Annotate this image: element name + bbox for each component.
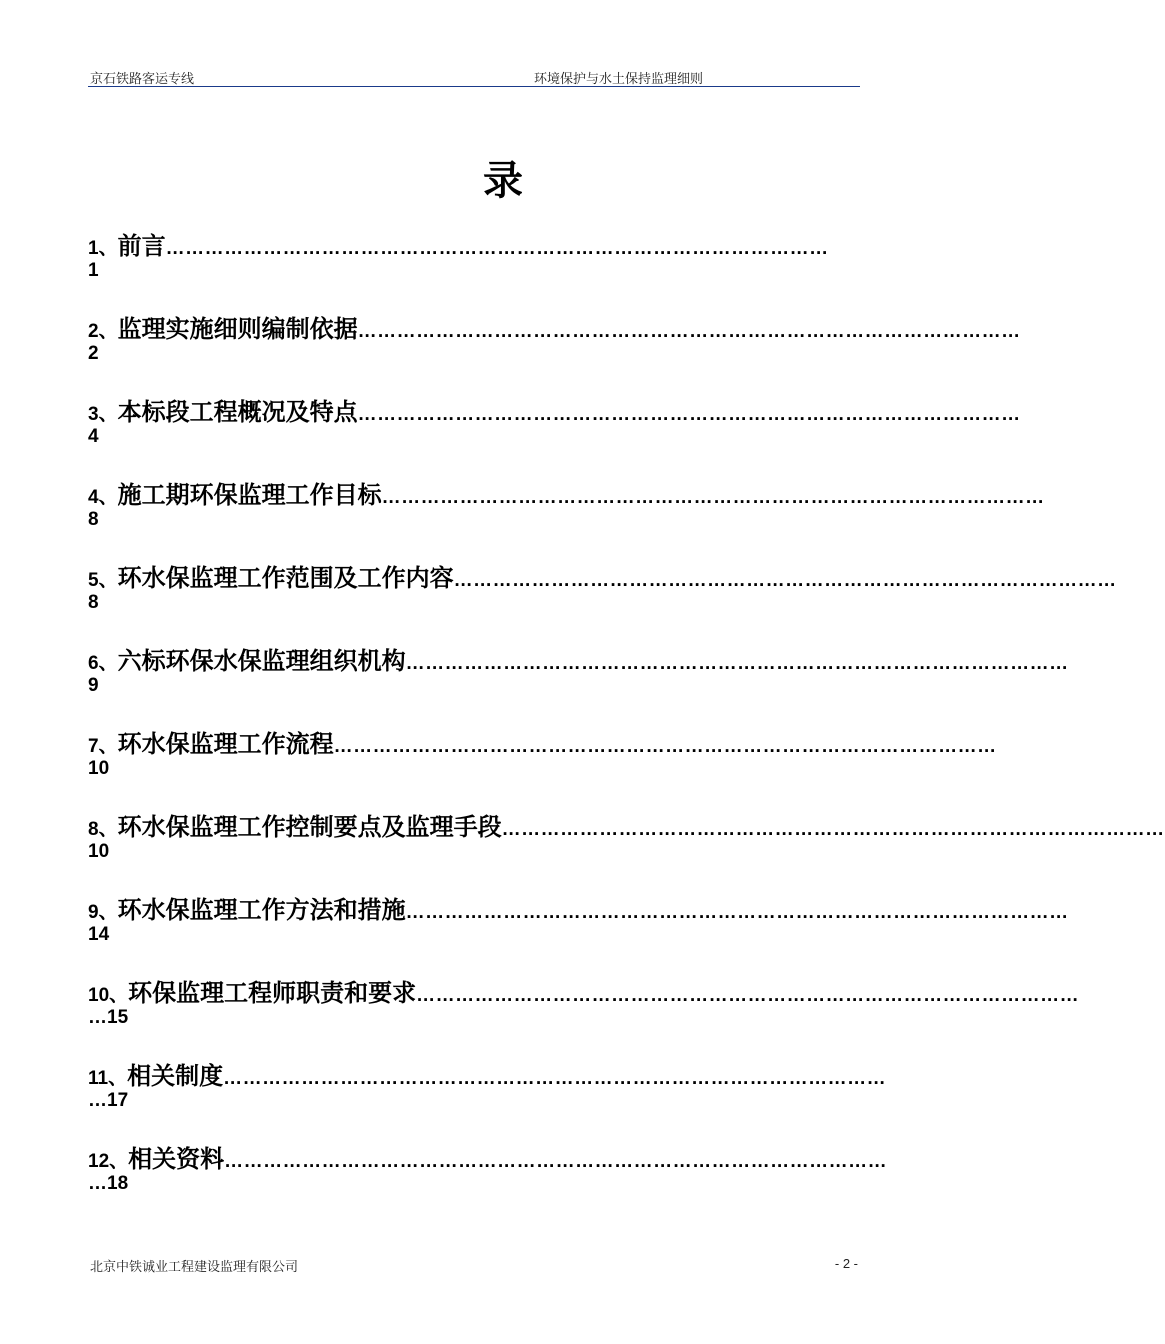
toc-page-number: 9 [88,675,99,696]
toc-heading: 环水保监理工作流程 [117,730,334,758]
toc-line [88,641,1069,675]
toc-leader-dots: ………………………………………………………………………………………… [357,404,1021,425]
toc-leader-dots: ………………………………………………………………………………………… [453,570,1117,591]
toc-entry-4[interactable] [88,475,1045,558]
toc-page-number: 14 [88,924,110,945]
toc-number: 6、 [88,653,118,674]
toc-page-number: 1 [88,260,99,281]
toc-page-number: 8 [88,592,99,613]
toc-entry-12[interactable] [88,1139,888,1222]
table-of-contents [88,226,1165,1222]
toc-entry-8[interactable] [88,807,1165,890]
toc-page-number: …18 [88,1173,129,1194]
toc-page-number: 10 [88,841,110,862]
toc-leader-dots: ………………………………………………………………………………………… [357,321,1021,342]
toc-page-number: 10 [88,758,110,779]
toc-line [88,890,1069,924]
toc-page-number: …15 [88,1007,129,1028]
toc-number: 3、 [88,404,118,425]
toc-number: 5、 [88,570,118,591]
toc-number: 10、 [88,985,129,1006]
footer-page-number: - 2 - [834,1256,858,1271]
toc-line [88,973,1080,1007]
toc-page-number: 8 [88,509,99,530]
toc-number: 1、 [88,238,118,259]
toc-entry-9[interactable] [88,890,1069,973]
toc-heading: 六标环保水保监理组织机构 [117,647,406,675]
toc-entry-10[interactable] [88,973,1080,1056]
toc-line [88,807,1165,841]
toc-number: 2、 [88,321,118,342]
toc-number: 9、 [88,902,118,923]
toc-heading: 环保监理工程师职责和要求 [128,979,417,1007]
toc-page-number: 4 [88,426,99,447]
toc-line [88,392,1021,426]
page-header [88,66,860,87]
toc-leader-dots: ………………………………………………………………………………………… [165,238,829,259]
toc-leader-dots: ………………………………………………………………………………………… [501,819,1165,840]
toc-number: 7、 [88,736,118,757]
toc-leader-dots: ………………………………………………………………………………………… [224,1151,888,1172]
toc-number: 8、 [88,819,118,840]
toc-number: 11、 [88,1068,128,1089]
toc-entry-6[interactable] [88,641,1069,724]
toc-leader-dots: ………………………………………………………………………………………… [381,487,1045,508]
toc-line [88,1056,887,1090]
toc-page-number: …17 [88,1090,129,1111]
toc-heading: 施工期环保监理工作目标 [117,481,382,509]
toc-entry-3[interactable] [88,392,1021,475]
toc-heading: 环水保监理工作控制要点及监理手段 [117,813,502,841]
toc-heading: 相关资料 [128,1145,225,1173]
toc-entry-11[interactable] [88,1056,887,1139]
toc-leader-dots: ………………………………………………………………………………………… [416,985,1080,1006]
footer-company-name: 北京中铁诚业工程建设监理有限公司 [90,1260,299,1275]
toc-entry-7[interactable] [88,724,997,807]
toc-heading: 环水保监理工作方法和措施 [117,896,406,924]
toc-title: 录 [483,158,523,204]
toc-entry-1[interactable] [88,226,860,309]
header-project-name: 京石铁路客运专线 [90,72,195,87]
header-document-name: 环境保护与水土保持监理细则 [534,72,704,87]
toc-entry-2[interactable] [88,309,1021,392]
toc-heading: 前言 [117,232,166,260]
toc-line [88,724,997,758]
toc-entry-5[interactable] [88,558,1117,641]
toc-line [88,475,1045,509]
toc-heading: 监理实施细则编制依据 [117,315,358,343]
toc-line [88,558,1117,592]
toc-leader-dots: ………………………………………………………………………………………… [405,902,1069,923]
toc-number: 12、 [88,1151,129,1172]
toc-leader-dots: ………………………………………………………………………………………… [223,1068,887,1089]
toc-heading: 环水保监理工作范围及工作内容 [117,564,454,592]
toc-line [88,226,860,260]
toc-line [88,309,1021,343]
toc-leader-dots: ………………………………………………………………………………………… [405,653,1069,674]
toc-leader-dots: ………………………………………………………………………………………… [333,736,997,757]
toc-page-number: 2 [88,343,99,364]
toc-heading: 相关制度 [127,1062,224,1090]
toc-line [88,1139,888,1173]
page-footer [88,1256,860,1276]
toc-number: 4、 [88,487,118,508]
toc-heading: 本标段工程概况及特点 [117,398,358,426]
